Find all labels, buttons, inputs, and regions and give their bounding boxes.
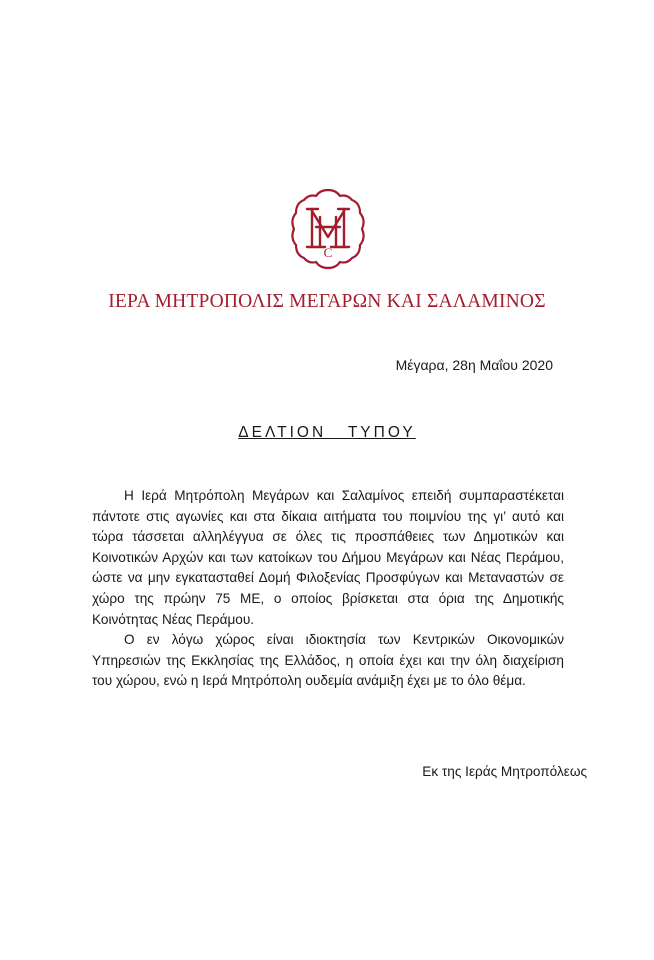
date-line: Μέγαρα, 28η Μαΐου 2020	[395, 357, 553, 373]
metropolis-monogram-seal-icon	[290, 187, 366, 271]
document-heading: ΔΕΛΤΙΟΝ ΤΥΠΟΥ	[238, 424, 416, 441]
svg-text:C: C	[323, 245, 333, 260]
signature-line: Εκ της Ιεράς Μητροπόλεως	[422, 764, 587, 779]
body-paragraph-2: Ο εν λόγω χώρος είναι ιδιοκτησία των Κεντρικών Οικονομικών Υπηρεσιών της Εκκλησίας της Ελλάδος, η οποία έχει και την όλη διαχείριση του χώρου, ενώ η Ιερά Μητρόπολη ουδεμία ανάμιξη έχει με το όλο θέμα.	[92, 632, 564, 689]
body-paragraph-1: Η Ιερά Μητρόπολη Μεγάρων και Σαλαμίνος επειδή συμπαραστέκεται πάντοτε στις αγωνίες και στα δίκαια αιτήματα του ποιμνίου της γι’ αυτό και τώρα τάσσεται αλληλέγγυα σε όλες τις προσπάθειες των Δημοτικών και Κοινοτικών Αρχών και των κατοίκων του Δήμου Μεγάρων και Νέας Περάμου, ώστε να μην εγκατασταθεί Δομή Φιλοξενίας Προσφύγων και Μεταναστών σε χώρο της πρώην 75 ΜΕ, ο οποίος βρίσκεται στα όρια της Δημοτικής Κοινότητας Νέας Περάμου.	[92, 488, 564, 627]
organization-title: ΙΕΡΑ ΜΗΤΡΟΠΟΛΙΣ ΜΕΓΑΡΩΝ ΚΑΙ ΣΑΛΑΜΙΝΟΣ	[108, 291, 546, 312]
